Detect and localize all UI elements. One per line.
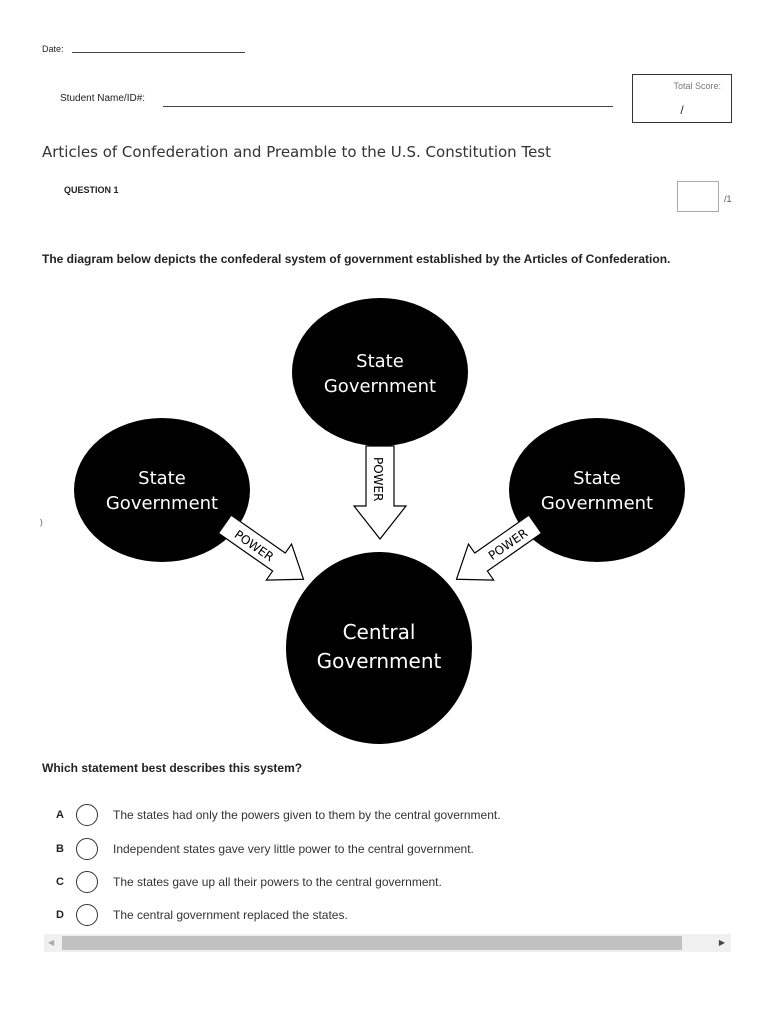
left-state-node: [74, 418, 250, 562]
option-b-radio[interactable]: [76, 838, 98, 860]
question-number: QUESTION 1: [64, 185, 119, 195]
option-a-text: The states had only the powers given to them by the central government.: [113, 808, 501, 822]
option-b[interactable]: [56, 838, 736, 862]
power-arrow-top: [354, 446, 406, 539]
option-a-radio[interactable]: [76, 804, 98, 826]
central-line1: Central: [342, 620, 416, 644]
top-state-line1: State: [356, 351, 404, 372]
option-c-text: The states gave up all their powers to the central government.: [113, 875, 442, 889]
option-c[interactable]: [56, 871, 736, 895]
date-field[interactable]: [72, 52, 245, 53]
power-label-right: POWER: [485, 525, 531, 563]
option-d[interactable]: [56, 904, 736, 928]
right-state-node: [509, 418, 685, 562]
option-b-text: Independent states gave very little power to the central government.: [113, 842, 474, 856]
total-score-label: Total Score:: [673, 81, 721, 91]
option-a-letter: A: [56, 809, 64, 821]
right-state-line2: Government: [540, 493, 654, 514]
top-state-node: [292, 298, 468, 446]
question-stem: Which statement best describes this system?: [42, 761, 303, 775]
points-max: /1: [724, 194, 732, 204]
option-d-text: The central government replaced the states.: [113, 908, 348, 922]
total-score-box: [632, 74, 732, 123]
page-title: Articles of Confederation and Preamble to the U.S. Constitution Test: [42, 143, 551, 161]
option-c-letter: C: [56, 876, 64, 888]
stray-mark: ): [40, 518, 43, 527]
central-government-node: [286, 552, 472, 744]
student-name-field[interactable]: [163, 106, 613, 107]
left-state-line1: State: [138, 468, 186, 489]
top-state-line2: Government: [323, 376, 437, 397]
power-arrow-right: [444, 506, 548, 597]
scroll-left-arrow-icon[interactable]: ◀: [48, 938, 55, 947]
scroll-thumb[interactable]: [62, 936, 682, 950]
question-prompt: The diagram below depicts the confederal system of government established by the Articles of Confederation.: [42, 252, 671, 266]
horizontal-scrollbar[interactable]: [44, 934, 731, 952]
central-line2: Government: [316, 649, 442, 673]
power-label-left: POWER: [231, 527, 277, 565]
power-label-top: POWER: [371, 457, 385, 502]
power-arrow-left: [212, 506, 316, 597]
option-d-letter: D: [56, 909, 64, 921]
scroll-right-arrow-icon[interactable]: ▶: [718, 938, 725, 947]
left-state-line2: Government: [105, 493, 219, 514]
right-state-line1: State: [573, 468, 621, 489]
option-d-radio[interactable]: [76, 904, 98, 926]
points-input[interactable]: [677, 181, 719, 212]
confederation-diagram: [60, 294, 700, 749]
option-b-letter: B: [56, 843, 64, 855]
total-score-value: /: [680, 103, 684, 117]
student-name-label: Student Name/ID#:: [60, 93, 146, 104]
date-label: Date:: [42, 44, 64, 54]
option-a[interactable]: [56, 804, 736, 828]
option-c-radio[interactable]: [76, 871, 98, 893]
